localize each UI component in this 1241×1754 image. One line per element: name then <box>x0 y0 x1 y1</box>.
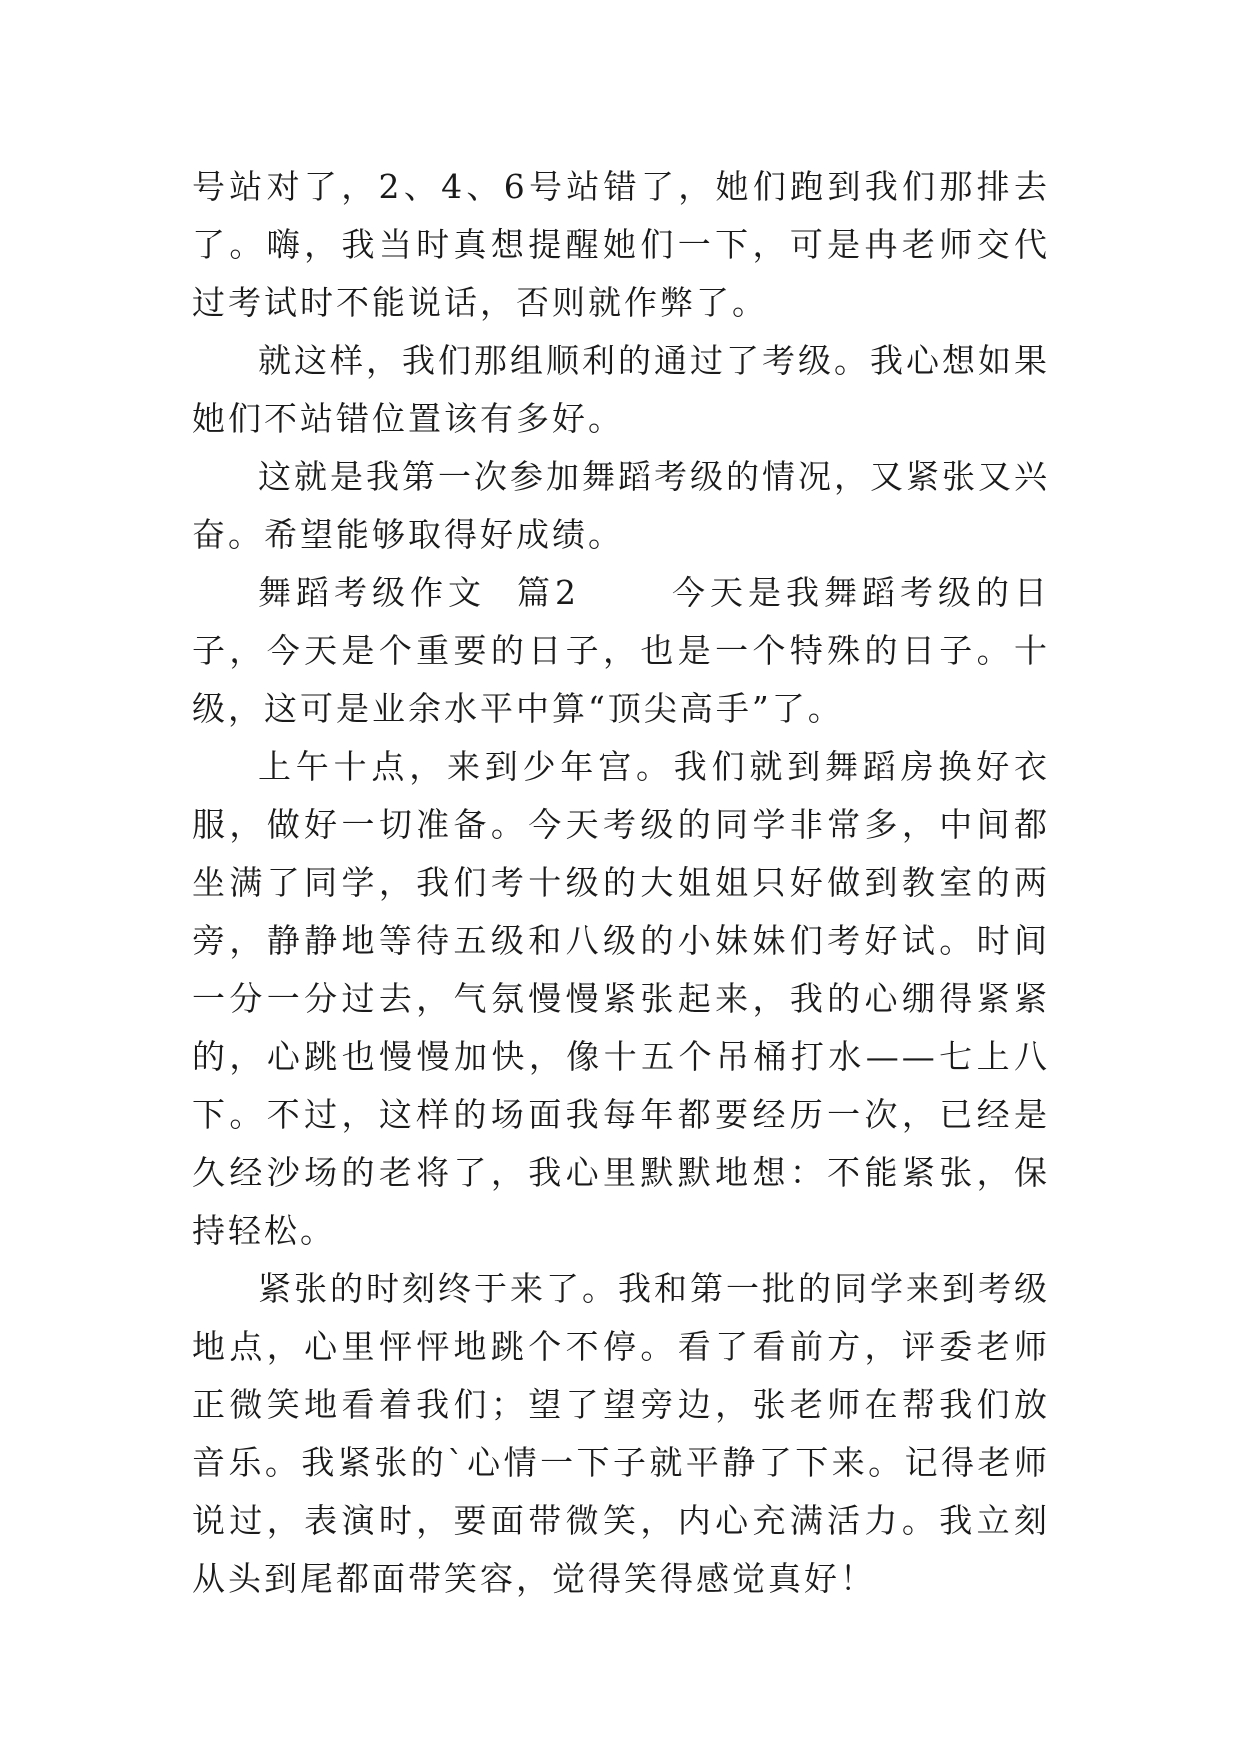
paragraph: 号站对了，2、4、6号站错了，她们跑到我们那排去了。嗨，我当时真想提醒她们一下，可是冉老师交代过考试时不能说话，否则就作弊了。 <box>192 167 1050 322</box>
paragraph: 这就是我第一次参加舞蹈考级的情况，又紧张又兴奋。希望能够取得好成绩。 <box>192 457 1050 554</box>
paragraph: 紧张的时刻终于来了。我和第一批的同学来到考级地点，心里怦怦地跳个不停。看了看前方，评委老师正微笑地看着我们；望了望旁边，张老师在帮我们放音乐。我紧张的`心情一下子就平静了下来。记得老师说过，表演时，要面带微笑，内心充满活力。我立刻从头到尾都面带笑容，觉得笑得感觉真好！ <box>192 1269 1050 1598</box>
paragraph: 上午十点，来到少年宫。我们就到舞蹈房换好衣服，做好一切准备。今天考级的同学非常多，中间都坐满了同学，我们考十级的大姐姐只好做到教室的两旁，静静地等待五级和八级的小妹妹们考好试。时间一分一分过去，气氛慢慢紧张起来，我的心绷得紧紧的，心跳也慢慢加快，像十五个吊桶打水——七上八下。不过，这样的场面我每年都要经历一次，已经是久经沙场的老将了，我心里默默地想：不能紧张，保持轻松。 <box>192 747 1050 1250</box>
document-body <box>192 158 1050 1608</box>
paragraph-with-heading <box>192 564 1050 738</box>
paragraph: 就这样，我们那组顺利的通过了考级。我心想如果她们不站错位置该有多好。 <box>192 341 1050 438</box>
heading-spacer <box>579 573 672 612</box>
paragraph-text: 今天是我舞蹈考级的日子，今天是个重要的日子，也是一个特殊的日子。十级，这可是业余水平中算“顶尖高手”了。 <box>192 573 1050 728</box>
section-heading: 舞蹈考级作文 篇2 <box>258 573 579 612</box>
